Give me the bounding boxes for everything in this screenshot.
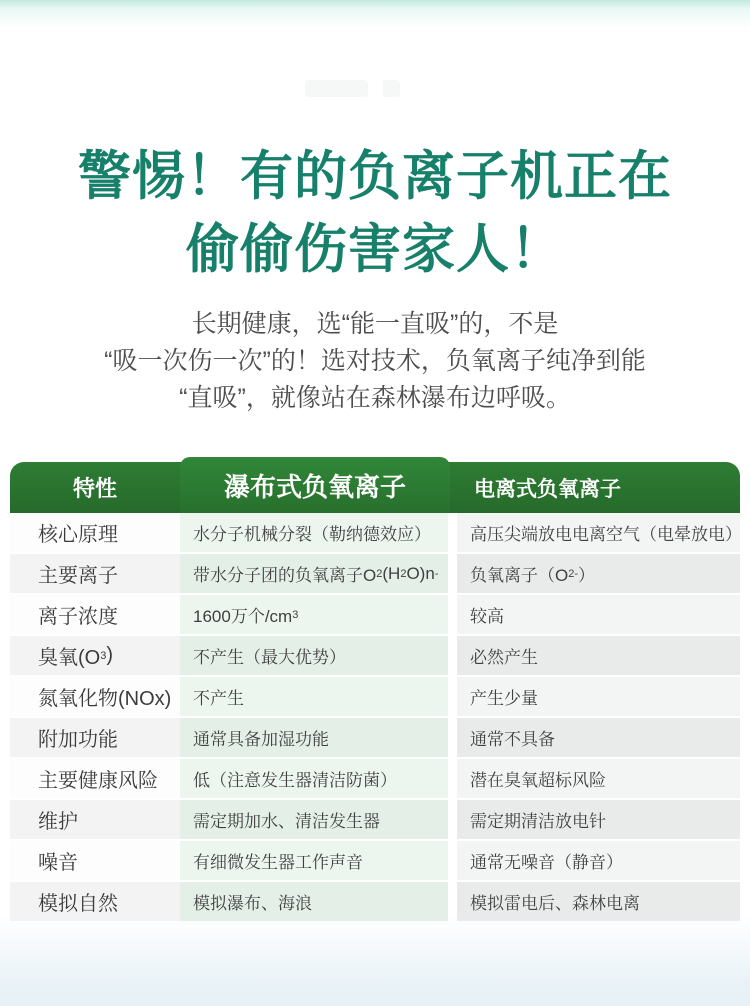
waterfall-cell: 通常具备加湿功能 [180,718,448,759]
table-row [10,759,740,800]
column-divider [448,841,457,882]
table-rows [10,513,740,923]
column-divider [448,759,457,800]
waterfall-cell: 模拟瀑布、海浪 [180,882,448,923]
feature-cell: 臭氧(O 3 ) [10,636,180,677]
watermark [305,80,368,97]
feature-cell: 维护 [10,800,180,841]
table-row [10,554,740,595]
feature-cell: 主要健康风险 [10,759,180,800]
column-divider [448,636,457,677]
title-line-1: 警惕！有的负离子机正在 [78,147,672,206]
feature-cell: 氮氧化物(NOx) [10,677,180,718]
feature-cell: 附加功能 [10,718,180,759]
header-feature: 特性 [72,476,117,501]
feature-cell: 主要离子 [10,554,180,595]
waterfall-cell: 带水分子团的负氧离子O 2 (H 2 O)n - [180,554,448,595]
column-divider [448,554,457,595]
top-gradient [0,0,750,30]
waterfall-cell: 不产生（最大优势） [180,636,448,677]
table-row [10,513,740,554]
subtitle-line-2: “吸一次伤一次”的！选对技术，负氧离子纯净到能 [104,347,646,375]
ionic-cell: 必然产生 [457,636,740,677]
table-header [10,462,740,513]
feature-cell: 离子浓度 [10,595,180,636]
header-ionic: 电离式负氧离子 [474,477,621,501]
ionic-cell: 通常不具备 [457,718,740,759]
ionic-cell: 产生少量 [457,677,740,718]
ionic-cell: 高压尖端放电电离空气（电晕放电） [457,513,740,554]
waterfall-cell: 1600万个/cm 3 [180,595,448,636]
column-divider [448,595,457,636]
header-waterfall-tab: 瀑布式负氧离子 [180,457,450,513]
column-divider [448,800,457,841]
table-row [10,841,740,882]
feature-cell: 噪音 [10,841,180,882]
ionic-cell: 潜在臭氧超标风险 [457,759,740,800]
page-subtitle [0,306,750,417]
waterfall-cell: 不产生 [180,677,448,718]
table-row [10,595,740,636]
table-row [10,882,740,923]
page-title [0,140,750,286]
subtitle-line-1: 长期健康，选“能一直吸”的，不是 [191,310,559,338]
watermark [383,80,400,97]
comparison-table [10,462,740,923]
waterfall-cell: 需定期加水、清洁发生器 [180,800,448,841]
ionic-cell: 负氧离子（O 2 - ） [457,554,740,595]
column-divider [448,677,457,718]
column-divider [448,513,457,554]
bottom-gradient [0,916,750,1006]
ionic-cell: 通常无噪音（静音） [457,841,740,882]
table-row [10,636,740,677]
table-row [10,800,740,841]
waterfall-cell: 有细微发生器工作声音 [180,841,448,882]
title-line-2: 偷偷伤害家人！ [186,220,564,279]
subtitle-line-3: “直吸”，就像站在森林瀑布边呼吸。 [179,384,571,412]
column-divider [448,882,457,923]
column-divider [448,718,457,759]
feature-cell: 模拟自然 [10,882,180,923]
feature-cell: 核心原理 [10,513,180,554]
waterfall-cell: 低（注意发生器清洁防菌） [180,759,448,800]
ionic-cell: 模拟雷电后、森林电离 [457,882,740,923]
waterfall-cell: 水分子机械分裂（勒纳德效应） [180,513,448,554]
table-row [10,677,740,718]
ionic-cell: 较高 [457,595,740,636]
table-row [10,718,740,759]
ionic-cell: 需定期清洁放电针 [457,800,740,841]
